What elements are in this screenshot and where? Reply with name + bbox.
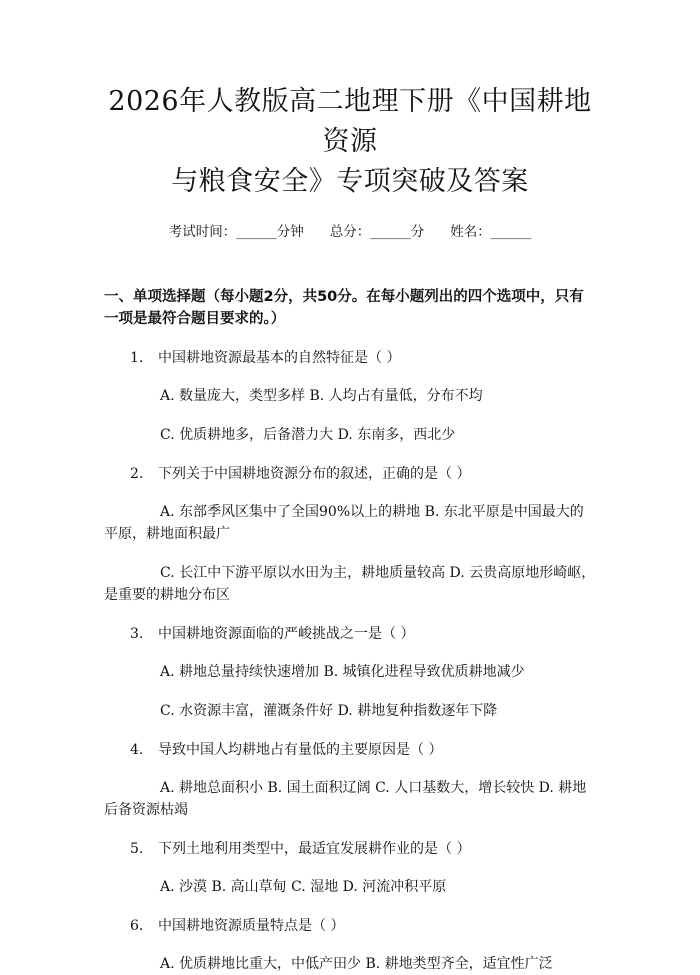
title-line-1: 2026年人教版高二地理下册《中国耕地资源 (108, 86, 592, 157)
exam-name: 姓名：______ (450, 224, 532, 240)
question-text: 中国耕地资源质量特点是（ ） (158, 918, 345, 934)
question-options: A. 优质耕地比重大，中低产田少 B. 耕地类型齐全，适宜性广泛 (160, 956, 553, 972)
document-title (104, 0, 596, 202)
question-options: A. 耕地总面积小 B. 国土面积辽阔 C. 人口基数大，增长较快 D. 耕地后备资源枯竭 (104, 780, 587, 818)
question-text: 导致中国人均耕地占有量低的主要原因是（ ） (158, 742, 443, 758)
question (104, 839, 596, 859)
exam-meta (104, 222, 596, 242)
question-options: A. 东部季风区集中了全国90%以上的耕地 B. 东北平原是中国最大的平原，耕地面积最广 (104, 504, 584, 542)
question-options: A. 耕地总量持续快速增加 B. 城镇化进程导致优质耕地减少 (160, 664, 525, 680)
question-text: 下列关于中国耕地资源分布的叙述，正确的是（ ） (158, 466, 471, 482)
question-text: 下列土地利用类型中，最适宜发展耕作业的是（ ） (158, 841, 471, 857)
question-options: C. 长江中下游平原以水田为主，耕地质量较高 D. 云贵高原地形崎岖，是重要的耕地分布区 (104, 565, 596, 603)
question-number: 3. (130, 626, 144, 642)
question-options: C. 优质耕地多，后备潜力大 D. 东南多，西北少 (160, 427, 456, 443)
question-number: 5. (130, 841, 144, 857)
exam-time: 考试时间：______分钟 (168, 224, 304, 240)
question (104, 348, 596, 368)
question-text: 中国耕地资源最基本的自然特征是（ ） (158, 350, 401, 366)
section-heading: 一、单项选择题（每小题2分，共50分。在每小题列出的四个选项中，只有一项是最符合题目要求的。） (104, 289, 584, 327)
question-options: C. 水资源丰富，灌溉条件好 D. 耕地复种指数逐年下降 (160, 703, 498, 719)
question-number: 2. (130, 466, 144, 482)
question-number: 4. (130, 742, 144, 758)
question-number: 6. (130, 918, 144, 934)
question-number: 1. (130, 350, 144, 366)
title-line-2: 与粮食安全》专项突破及答案 (171, 166, 529, 197)
question (104, 916, 596, 936)
question-text: 中国耕地资源面临的严峻挑战之一是（ ） (158, 626, 415, 642)
question (104, 464, 596, 484)
question-options: A. 沙漠 B. 高山草甸 C. 湿地 D. 河流冲积平原 (160, 879, 447, 895)
question (104, 740, 596, 760)
question-options: A. 数量庞大，类型多样 B. 人均占有量低，分布不均 (160, 388, 483, 404)
question (104, 624, 596, 644)
exam-score: 总分：______分 (329, 224, 425, 240)
